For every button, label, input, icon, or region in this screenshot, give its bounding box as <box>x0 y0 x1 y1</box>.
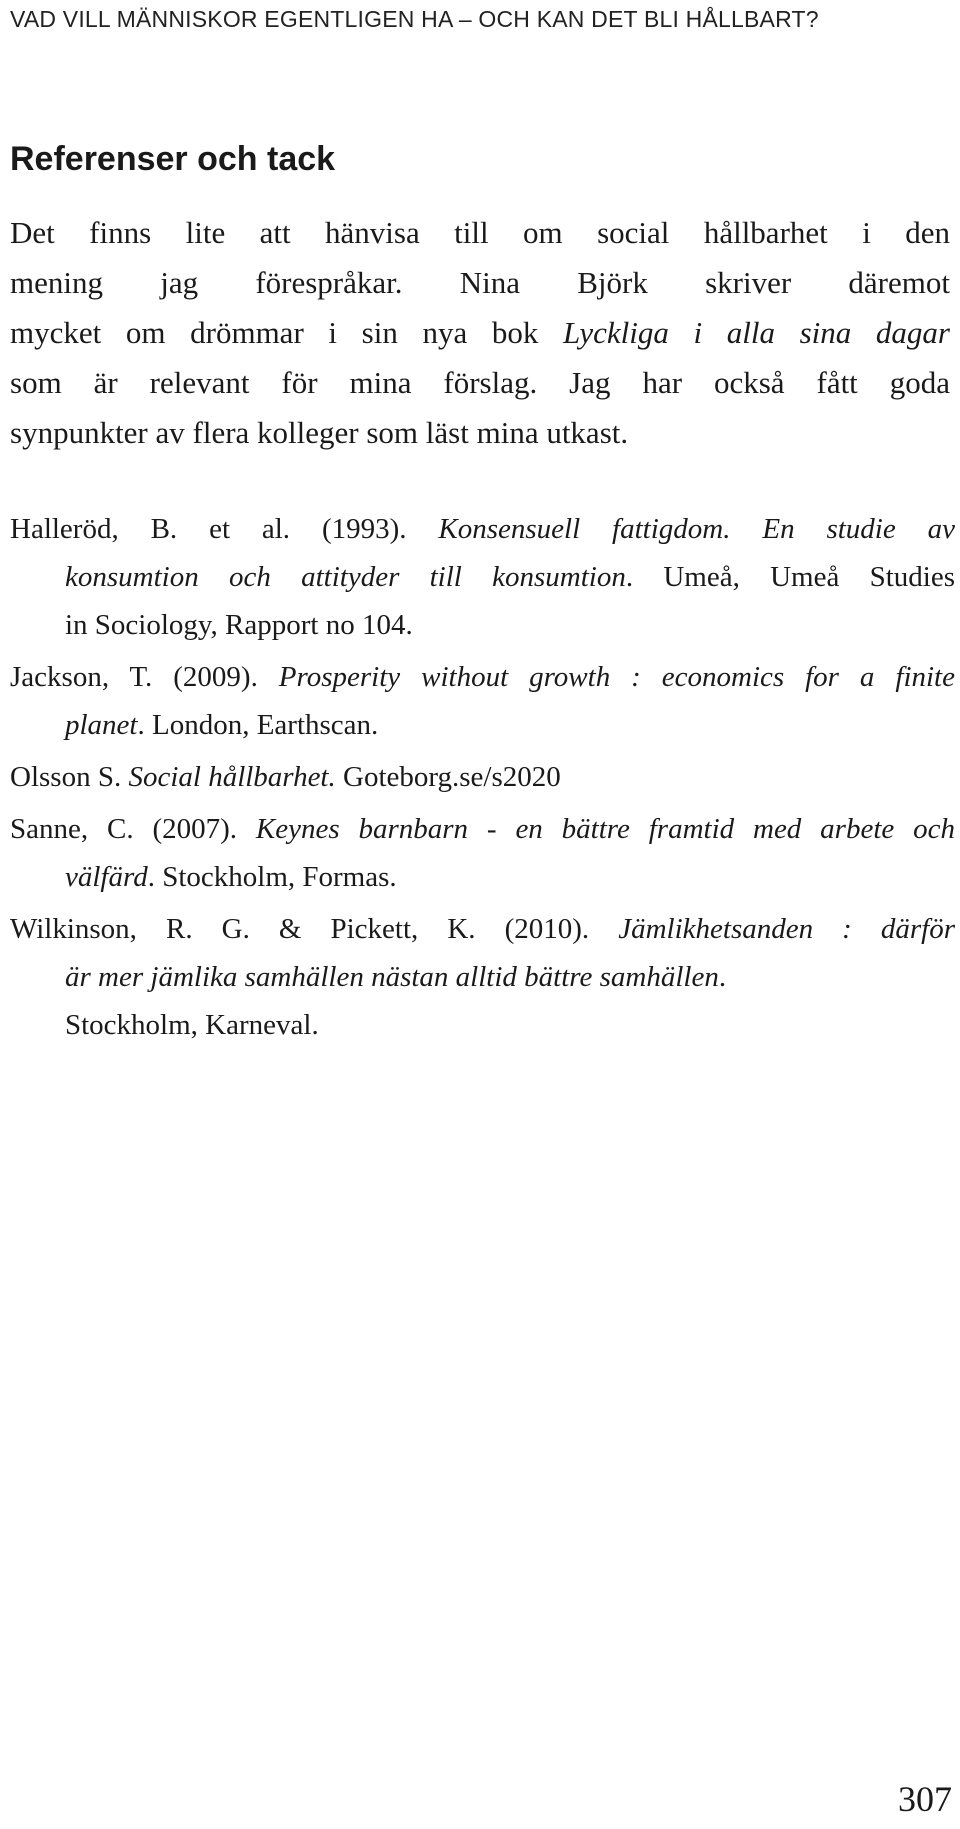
intro-line: som är relevant för mina förslag. Jag har också fått goda <box>10 365 950 400</box>
intro-line: mening jag förespråkar. Nina Björk skriver däremot <box>10 265 950 300</box>
intro-line: Det finns lite att hänvisa till om social hållbarhet i den <box>10 215 950 250</box>
reference-title: Keynes barnbarn - en bättre framtid med arbete och <box>255 813 955 845</box>
intro-line-text: mycket om drömmar i sin nya bok <box>10 315 564 350</box>
intro-line <box>10 308 950 358</box>
reference-title: Konsensuell fattigdom. En studie av <box>438 513 955 545</box>
reference-line: Stockholm, Karneval. <box>65 1009 319 1041</box>
reference-author: Olsson S. <box>10 761 129 793</box>
reference-title: planet <box>65 709 138 741</box>
reference-title: konsumtion och attityder till konsumtion <box>65 561 626 593</box>
reference-title: Prosperity without growth : economics for a finite <box>278 661 955 693</box>
reference-punctuation: . <box>718 961 727 993</box>
reference-line <box>10 753 955 801</box>
reference-url: Goteborg.se/s2020 <box>335 761 561 793</box>
reference-list <box>10 505 955 1053</box>
reference-line <box>10 953 955 1001</box>
reference-line <box>10 553 955 601</box>
reference-title: är mer jämlika samhällen nästan alltid bättre samhällen <box>65 961 719 993</box>
reference-title: välfärd <box>65 861 148 893</box>
reference-line <box>10 701 955 749</box>
reference-wilkinson <box>10 905 955 1049</box>
page-number: 307 <box>898 1779 952 1819</box>
reference-author: Sanne, C. (2007). <box>10 813 256 845</box>
reference-publisher: . London, Earthscan. <box>137 709 379 741</box>
reference-title: Jämlikhetsanden : därför <box>618 913 956 945</box>
section-title: Referenser och tack <box>10 140 336 178</box>
reference-halleröd <box>10 505 955 649</box>
reference-jackson <box>10 653 955 749</box>
reference-sanne <box>10 805 955 901</box>
running-header: VAD VILL MÄNNISKOR EGENTLIGEN HA – OCH KAN DET BLI HÅLLBART? <box>10 6 819 32</box>
reference-author: Halleröd, B. et al. (1993). <box>10 513 439 545</box>
intro-line: synpunkter av flera kolleger som läst mina utkast. <box>10 415 629 450</box>
reference-title: Social hållbarhet. <box>128 761 336 793</box>
intro-paragraph <box>10 208 950 458</box>
book-title-lyckliga: Lyckliga i alla sina dagar <box>563 315 950 350</box>
reference-line <box>10 653 955 701</box>
reference-line <box>10 505 955 553</box>
reference-olsson <box>10 753 955 801</box>
reference-author: Jackson, T. (2009). <box>10 661 279 693</box>
reference-author: Wilkinson, R. G. & Pickett, K. (2010). <box>10 913 619 945</box>
reference-line: in Sociology, Rapport no 104. <box>65 609 413 641</box>
reference-line <box>10 805 955 853</box>
reference-publisher: . Stockholm, Formas. <box>147 861 397 893</box>
reference-line <box>10 853 955 901</box>
reference-publisher: . Umeå, Umeå Studies <box>625 561 955 593</box>
reference-line <box>10 905 955 953</box>
